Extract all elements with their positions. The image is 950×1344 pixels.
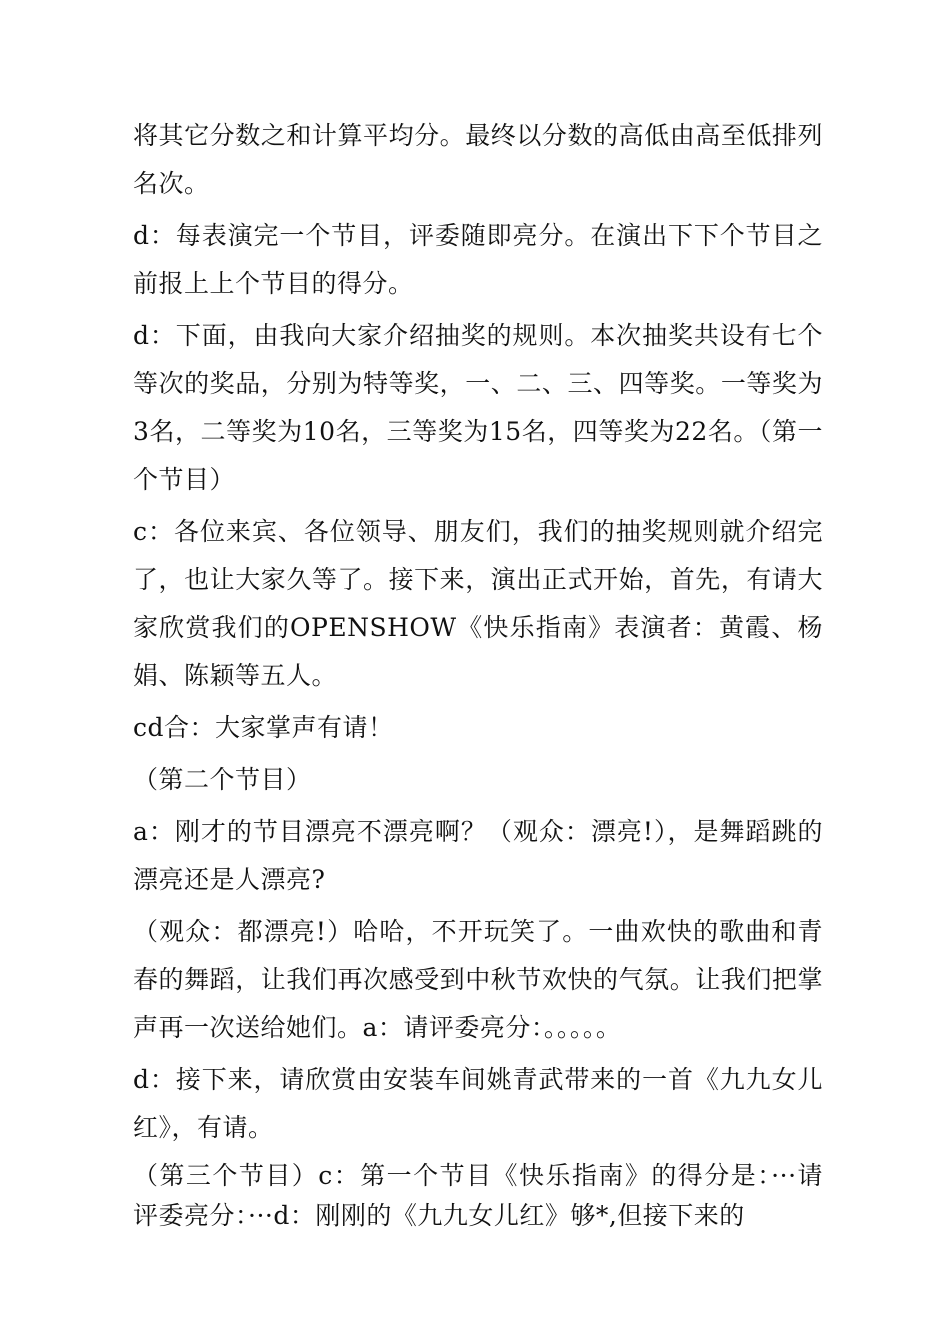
paragraph-show-opening: c：各位来宾、各位领导、朋友们，我们的抽奖规则就介绍完了，也让大家久等了。接下来，演出正式开始，首先，有请大家欣赏我们的OPENSHOW《快乐指南》表演者：黄霞、杨娟、陈颖等五人。 [133, 517, 823, 690]
paragraph-scoring-method: 将其它分数之和计算平均分。最终以分数的高低由高至低排列名次。 [133, 121, 823, 198]
paragraph-next-song: d：接下来，请欣赏由安装车间姚青武带来的一首《九九女儿红》，有请。 [133, 1065, 823, 1142]
document-body [133, 112, 823, 1236]
paragraph-audience-answer: （观众：都漂亮!）哈哈，不开玩笑了。一曲欢快的歌曲和青春的舞蹈，让我们再次感受到中秋节欢快的气氛。让我们把掌声再一次送给她们。a：请评委亮分：。。。。。 [133, 917, 823, 1042]
paragraph-audience-question: a：刚才的节目漂亮不漂亮啊？（观众：漂亮!），是舞蹈跳的漂亮还是人漂亮? [133, 817, 823, 894]
paragraph-applause: cd合：大家掌声有请！ [133, 713, 394, 742]
paragraph-second-act-heading: （第二个节目） [133, 765, 312, 794]
paragraph-lottery-rules: d：下面，由我向大家介绍抽奖的规则。本次抽奖共设有七个等次的奖品，分别为特等奖，一、二、三、四等奖。一等奖为3名，二等奖为10名，三等奖为15名，四等奖为22名。（第一个节目） [133, 321, 823, 494]
paragraph-judges-scoring: d：每表演完一个节目，评委随即亮分。在演出下下个节目之前报上上个节目的得分。 [133, 221, 823, 298]
paragraph-third-act: （第三个节目）c：第一个节目《快乐指南》的得分是：···请评委亮分：···d：刚刚的《九九女儿红》够*,但接下来的 [133, 1161, 823, 1230]
